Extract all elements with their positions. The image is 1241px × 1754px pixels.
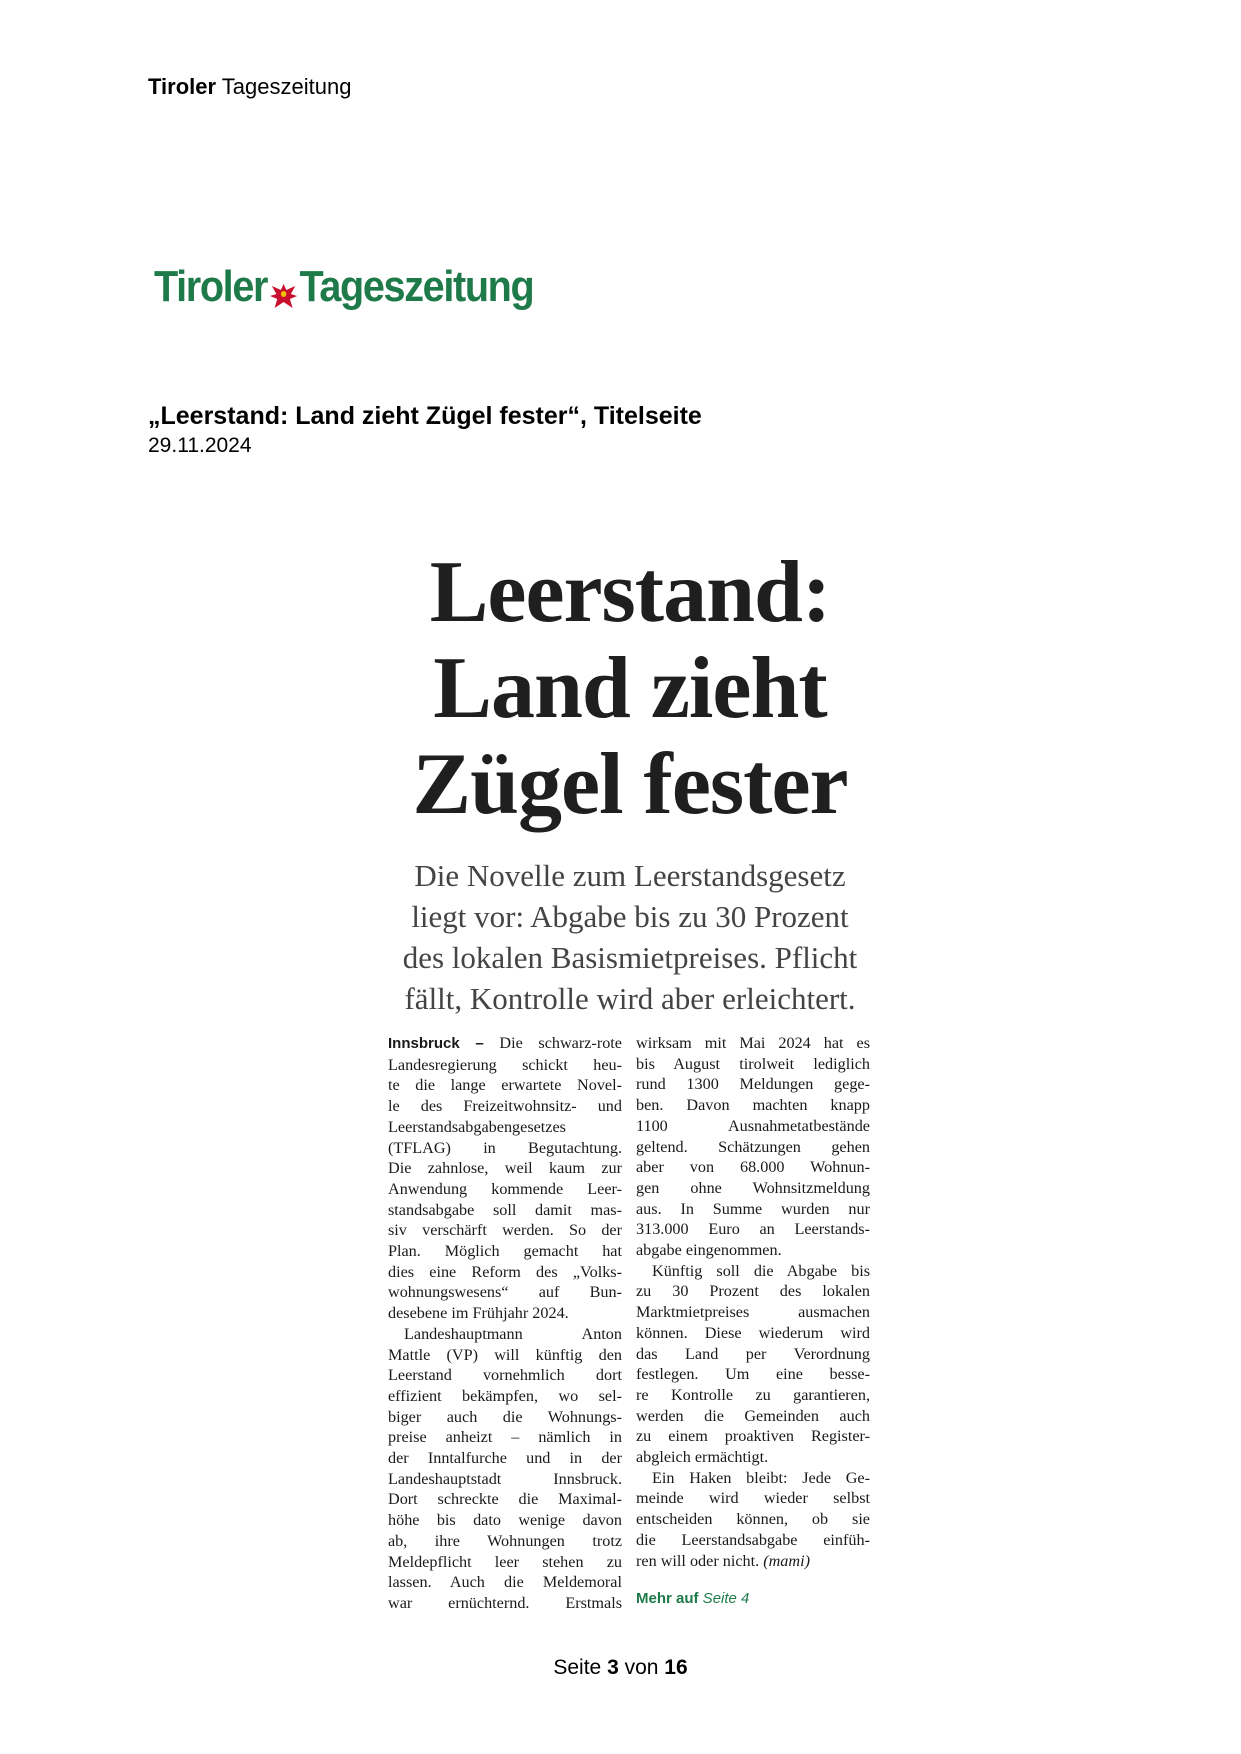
article-column-2	[636, 1033, 870, 1614]
article-line: standsabgabe soll damit mas-	[388, 1200, 622, 1219]
page-number	[0, 1656, 1241, 1680]
article-line: ben. Davon machten knapp	[636, 1096, 870, 1115]
article-line: siv verschärft werden. So der	[388, 1221, 622, 1240]
publication-header	[148, 74, 351, 100]
article-line: 313.000 Euro an Leerstands-	[636, 1220, 870, 1239]
article-line: zu 30 Prozent des lokalen	[636, 1282, 870, 1301]
continued-on-page-link	[636, 1589, 870, 1610]
article-line: effizient bekämpfen, wo sel-	[388, 1386, 622, 1405]
author-tag: (mami)	[763, 1551, 810, 1570]
article-line: Plan. Möglich gemacht hat	[388, 1242, 622, 1261]
continued-page: Seite 4	[698, 1590, 750, 1608]
article-line: zu einem proaktiven Register-	[636, 1427, 870, 1446]
tyrolean-eagle-icon	[269, 272, 298, 302]
article-body	[388, 1033, 870, 1614]
article-line: aber von 68.000 Wohnun-	[636, 1158, 870, 1177]
article-dateline: Innsbruck –	[388, 1035, 484, 1052]
article-line: re Kontrolle zu garantieren,	[636, 1385, 870, 1404]
article-line: Meldepflicht leer stehen zu	[388, 1552, 622, 1571]
subheadline-line: fällt, Kontrolle wird aber erleichtert.	[404, 981, 856, 1016]
headline-line: Leerstand:	[429, 544, 831, 641]
article-line: werden die Gemeinden auch	[636, 1406, 870, 1425]
page-prefix: Seite	[553, 1656, 608, 1679]
article-line: Landesregierung schickt heu-	[388, 1055, 622, 1074]
article-line: abgleich ermächtigt.	[636, 1448, 769, 1467]
article-line: lassen. Auch die Meldemoral	[388, 1573, 622, 1592]
current-page: 3	[607, 1656, 619, 1679]
article-line: desebene im Frühjahr 2024.	[388, 1304, 569, 1323]
article-headline	[380, 545, 880, 833]
article-line: Landeshauptmann Anton	[404, 1324, 622, 1343]
article-line	[388, 1033, 622, 1055]
logo-text-left: Tiroler	[154, 262, 268, 311]
article-line	[636, 1551, 870, 1572]
document-title: „Leerstand: Land zieht Zügel fester“, Titelseite	[148, 402, 702, 430]
article-line: das Land per Verordnung	[636, 1344, 870, 1363]
headline-line: Land zieht	[433, 640, 827, 737]
article-line: le des Freizeitwohnsitz- und	[388, 1097, 622, 1116]
article-line: Künftig soll die Abgabe bis	[652, 1261, 870, 1280]
continued-label: Mehr auf	[636, 1590, 699, 1608]
article-line: wohnungswesens“ auf Bun-	[388, 1283, 622, 1302]
article-line: bis August tirolweit lediglich	[636, 1054, 870, 1073]
page-separator: von	[618, 1656, 665, 1679]
headline-line: Zügel fester	[412, 736, 848, 833]
subheadline-line: liegt vor: Abgabe bis zu 30 Prozent	[411, 899, 849, 934]
article-line: wirksam mit Mai 2024 hat es	[636, 1034, 870, 1052]
article-line: Landeshauptstadt Innsbruck.	[388, 1469, 622, 1488]
logo-text-right: Tageszeitung	[299, 262, 534, 311]
article-line: Leerstandsabgabengesetzes	[388, 1117, 566, 1136]
article-line: gen ohne Wohnsitzmeldung	[636, 1178, 870, 1197]
article-line: (TFLAG) in Begutachtung.	[388, 1138, 622, 1157]
article-line: festlegen. Um eine besse-	[636, 1365, 870, 1384]
publication-name-rest: Tageszeitung	[216, 74, 352, 99]
article-line: 1100 Ausnahmetatbestände	[636, 1116, 870, 1135]
article-line: ab, ihre Wohnungen trotz	[388, 1531, 622, 1550]
article-line: Leerstand vornehmlich dort	[388, 1366, 622, 1385]
publication-name-bold: Tiroler	[148, 74, 217, 99]
document-date: 29.11.2024	[148, 434, 252, 457]
newspaper-clipping	[380, 545, 880, 1615]
article-line: entscheiden können, ob sie	[636, 1510, 870, 1529]
article-line: abgabe eingenommen.	[636, 1241, 782, 1260]
subheadline-line: des lokalen Basismietpreises. Pflicht	[402, 940, 858, 975]
article-line: rund 1300 Meldungen gege-	[636, 1075, 870, 1094]
article-line: Mattle (VP) will künftig den	[388, 1345, 622, 1364]
article-line: dies eine Reform des „Volks-	[388, 1262, 622, 1281]
article-line: geltend. Schätzungen gehen	[636, 1137, 870, 1156]
article-line: aus. In Summe wurden nur	[636, 1199, 870, 1218]
article-line: Ein Haken bleibt: Jede Ge-	[652, 1468, 870, 1487]
article-line: höhe bis dato wenige davon	[388, 1511, 622, 1530]
article-line: meinde wird wieder selbst	[636, 1489, 870, 1508]
article-line: der Inntalfurche und in der	[388, 1449, 622, 1468]
subheadline-line: Die Novelle zum Leerstandsgesetz	[414, 858, 846, 893]
article-line-text: Die schwarz-rote	[483, 1034, 622, 1052]
article-line: die Leerstandsabgabe einfüh-	[636, 1530, 870, 1549]
article-line-text: ren will oder nicht.	[636, 1551, 764, 1570]
article-line: Anwendung kommende Leer-	[388, 1179, 622, 1198]
total-pages: 16	[664, 1656, 688, 1679]
article-line: können. Diese wiederum wird	[636, 1323, 870, 1342]
article-line: biger auch die Wohnungs-	[388, 1407, 622, 1426]
article-subheadline	[380, 855, 880, 1019]
article-line: war ernüchternd. Erstmals	[388, 1593, 622, 1612]
article-line: preise anheizt – nämlich in	[388, 1428, 622, 1447]
article-line: Dort schreckte die Maximal-	[388, 1490, 622, 1509]
article-line: Die zahnlose, weil kaum zur	[388, 1159, 622, 1178]
article-line: Marktmietpreises ausmachen	[636, 1303, 870, 1322]
article-column-1	[388, 1033, 622, 1614]
newspaper-logo	[154, 262, 533, 312]
article-line: te die lange erwartete Novel-	[388, 1076, 622, 1095]
